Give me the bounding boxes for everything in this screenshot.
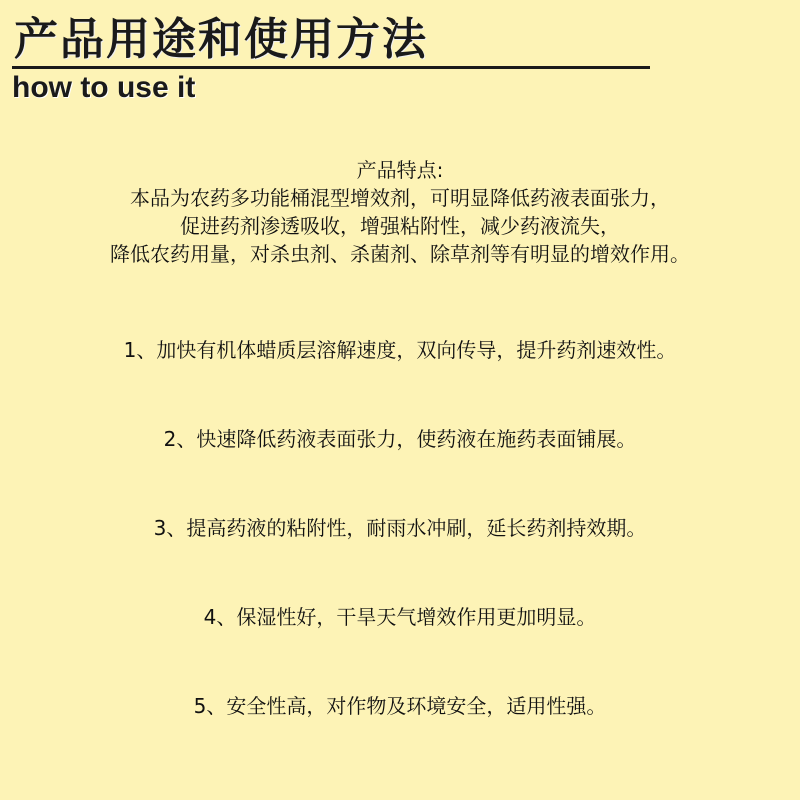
features-line: 降低农药用量，对杀虫剂、杀菌剂、除草剂等有明显的增效作用。: [110, 242, 690, 266]
feature-point-1: 1、加快有机体蜡质层溶解速度，双向传导，提升药剂速效性。: [123, 338, 677, 362]
feature-point-3: 3、提高药液的粘附性，耐雨水冲刷，延长药剂持效期。: [153, 516, 647, 540]
feature-point-5: 5、安全性高，对作物及环境安全，适用性强。: [193, 694, 607, 718]
features-line: 促进药剂渗透吸收，增强粘附性，减少药液流失，: [180, 214, 620, 238]
feature-point-4: 4、保湿性好，干旱天气增效作用更加明显。: [203, 605, 597, 629]
product-features: [0, 156, 800, 268]
header-title: 产品用途和使用方法: [14, 14, 428, 65]
features-line: 本品为农药多功能桶混型增效剂，可明显降低药液表面张力，: [130, 186, 670, 210]
header-underline: [12, 66, 650, 69]
header-subtitle: how to use it: [12, 71, 196, 104]
feature-point-2: 2、快速降低药液表面张力，使药液在施药表面铺展。: [163, 427, 637, 451]
features-heading: 产品特点:: [356, 158, 444, 182]
